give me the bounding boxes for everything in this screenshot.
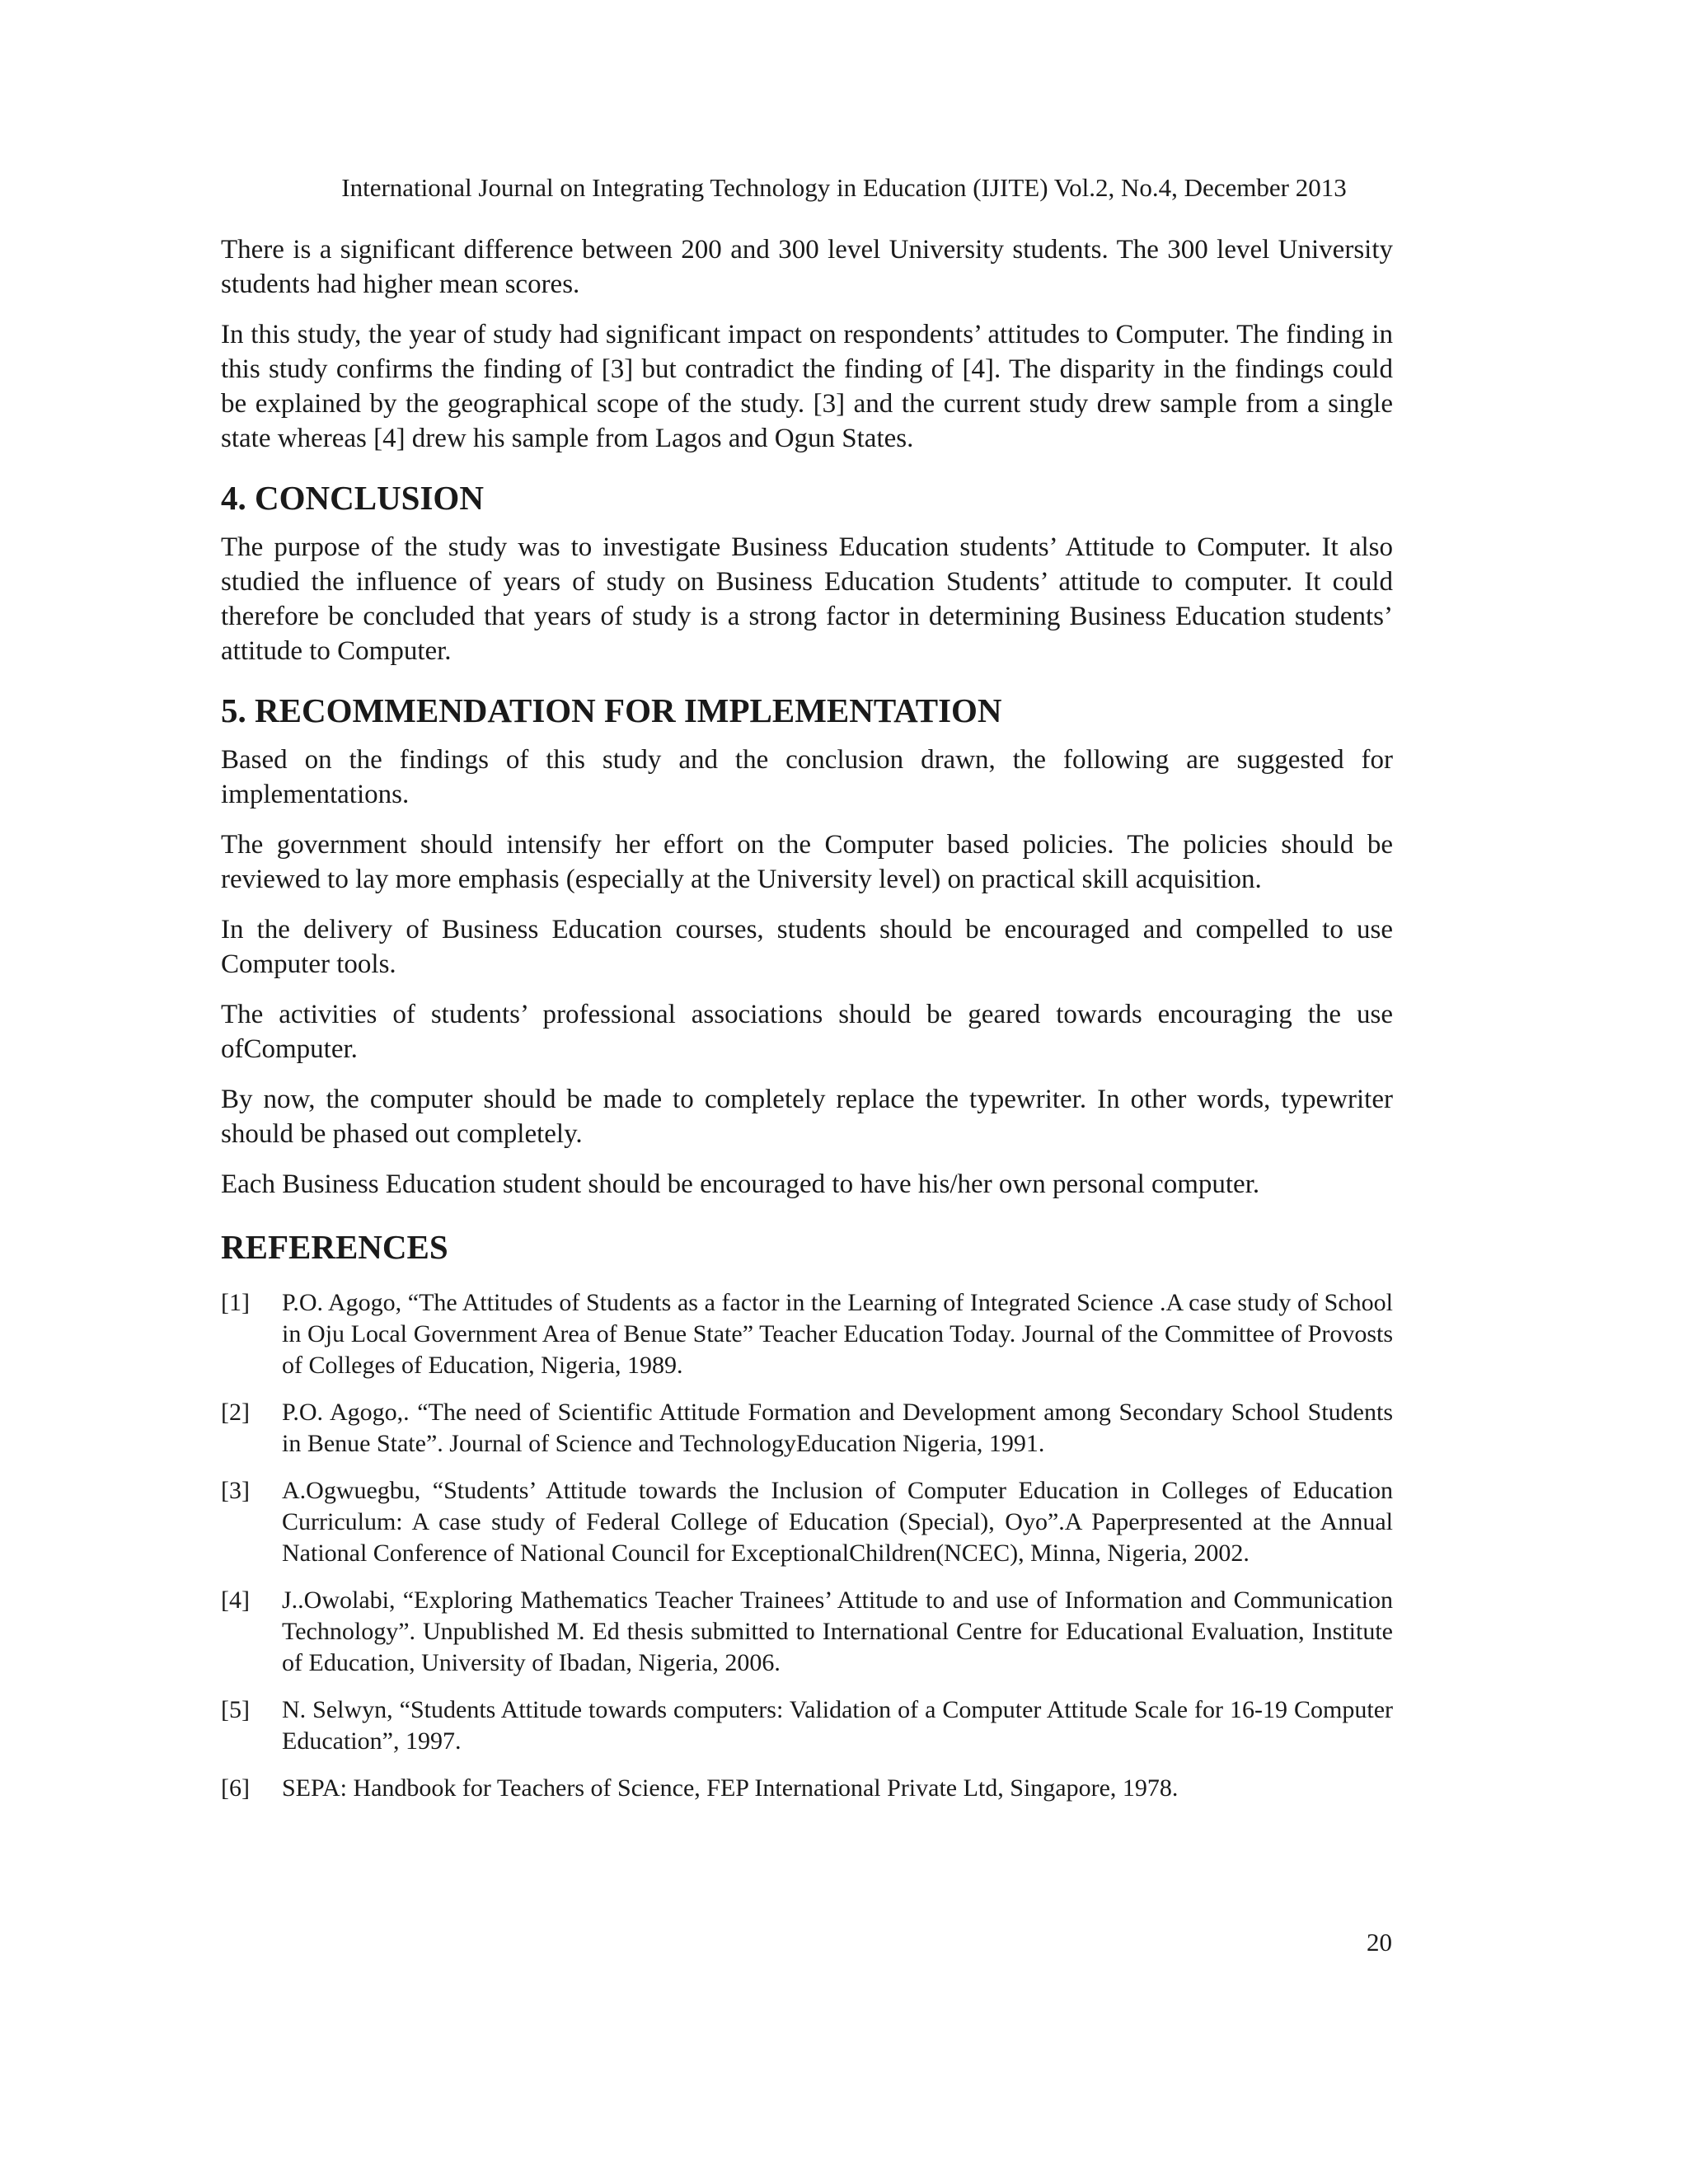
reference-item xyxy=(221,1773,1393,1804)
reference-text: SEPA: Handbook for Teachers of Science, FEP International Private Ltd, Singapore, 1978. xyxy=(282,1774,1179,1802)
recommendation-paragraph: In the delivery of Business Education courses, students should be encouraged and compelled to use Computer tools. xyxy=(221,915,1393,979)
body-paragraph: In this study, the year of study had significant impact on respondents’ attitudes to Computer. The finding in this study confirms the finding of [3] but contradict the finding of [4]. The disparity in the findings could be explained by the geographical scope of the study. [3] and the current study drew sample from a single state whereas [4] drew his sample from Lagos and Ogun States. xyxy=(221,320,1393,453)
reference-item xyxy=(221,1475,1393,1569)
reference-text: A.Ogwuegbu, “Students’ Attitude towards the Inclusion of Computer Education in Colleges of Education Curriculum: A case study of Federal College of Education (Special), Oyo”.A Paperpresented at the Annual National Conference of National Council for ExceptionalChildren(NCEC), Minna, Nigeria, 2002. xyxy=(282,1477,1393,1567)
reference-item xyxy=(221,1694,1393,1757)
article-body xyxy=(221,232,1393,1820)
recommendation-paragraph: The government should intensify her effort on the Computer based policies. The policies should be reviewed to lay more emphasis (especially at the University level) on practical skill acquisition. xyxy=(221,830,1393,894)
reference-text: P.O. Agogo, “The Attitudes of Students as a factor in the Learning of Integrated Science .A case study of School in Oju Local Government Area of Benue State” Teacher Education Today. Journal of the Committee of Provosts of Colleges of Education, Nigeria, 1989. xyxy=(282,1289,1393,1379)
body-paragraph: There is a significant difference between 200 and 300 level University students. The 300 level University students had higher mean scores. xyxy=(221,235,1393,299)
reference-text: N. Selwyn, “Students Attitude towards computers: Validation of a Computer Attitude Scale for 16-19 Computer Education”, 1997. xyxy=(282,1696,1393,1755)
recommendation-paragraph: Each Business Education student should be encouraged to have his/her own personal computer. xyxy=(221,1169,1260,1199)
conclusion-heading: 4. CONCLUSION xyxy=(221,479,484,517)
recommendation-heading: 5. RECOMMENDATION FOR IMPLEMENTATION xyxy=(221,691,1002,729)
page-number: 20 xyxy=(1367,1928,1392,1957)
conclusion-paragraph: The purpose of the study was to investigate Business Education students’ Attitude to Computer. It also studied the influence of years of study on Business Education Students’ attitude to computer. It could therefore be concluded that years of study is a strong factor in determining Business Education students’ attitude to Computer. xyxy=(221,532,1393,666)
reference-number: [2] xyxy=(221,1399,250,1426)
reference-item xyxy=(221,1397,1393,1460)
reference-number: [3] xyxy=(221,1477,250,1504)
recommendation-paragraph: By now, the computer should be made to completely replace the typewriter. In other words, typewriter should be phased out completely. xyxy=(221,1085,1393,1149)
recommendation-paragraph: Based on the findings of this study and the conclusion drawn, the following are suggested for implementations. xyxy=(221,745,1393,809)
running-header: International Journal on Integrating Technology in Education (IJITE) Vol.2, No.4, December 2013 xyxy=(341,173,1347,202)
reference-number: [6] xyxy=(221,1774,250,1802)
reference-text: P.O. Agogo,. “The need of Scientific Attitude Formation and Development among Secondary School Students in Benue State”. Journal of Science and TechnologyEducation Nigeria, 1991. xyxy=(282,1399,1393,1457)
recommendation-paragraph: The activities of students’ professional associations should be geared towards encouraging the use ofComputer. xyxy=(221,1000,1393,1064)
reference-item xyxy=(221,1287,1393,1381)
reference-number: [5] xyxy=(221,1696,250,1723)
reference-number: [1] xyxy=(221,1289,250,1316)
reference-number: [4] xyxy=(221,1586,250,1614)
reference-text: J..Owolabi, “Exploring Mathematics Teacher Trainees’ Attitude to and use of Information and Communication Technology”. Unpublished M. Ed thesis submitted to International Centre for Educational Evaluation, Institute of Education, University of Ibadan, Nigeria, 2006. xyxy=(282,1586,1393,1676)
references-heading: REFERENCES xyxy=(221,1228,448,1266)
reference-item xyxy=(221,1585,1393,1679)
